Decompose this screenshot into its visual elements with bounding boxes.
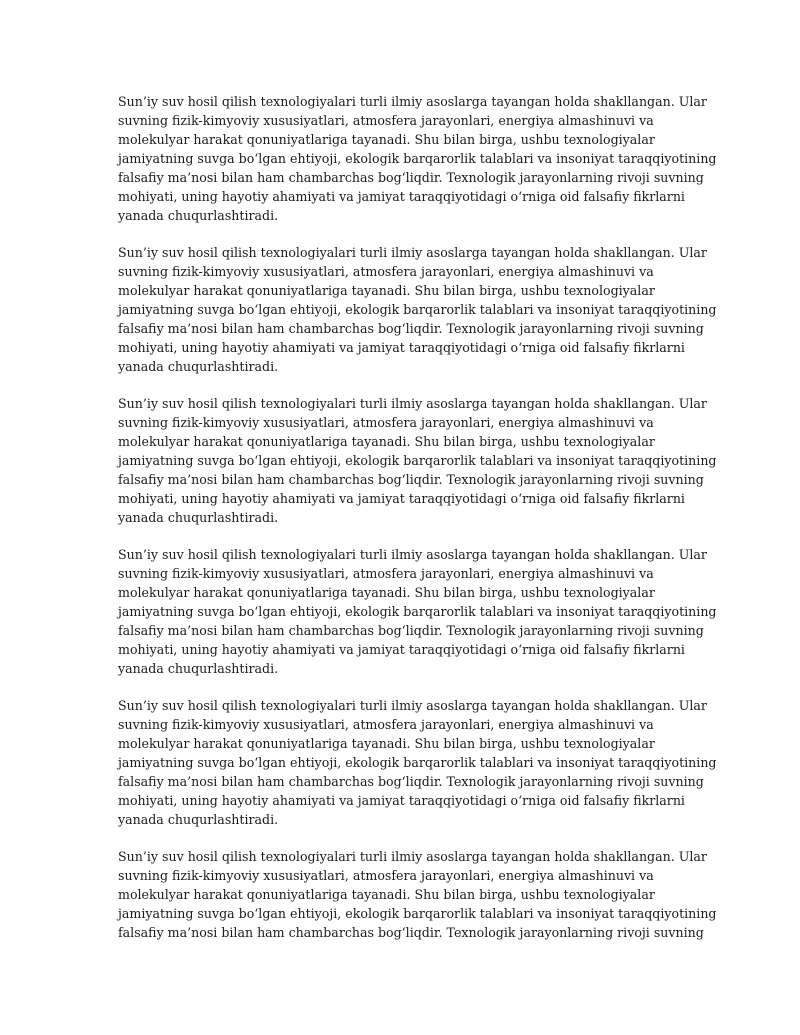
text-line: yanada chuqurlashtiradi. [118, 812, 279, 827]
text-line: jamiyatning suvga bo‘lgan ehtiyoji, ekologik barqarorlik talablari va insoniyat taraqqiyotining [118, 604, 717, 619]
text-line: falsafiy ma’nosi bilan ham chambarchas bog‘liqdir. Texnologik jarayonlarning rivoji suvning [118, 321, 704, 336]
text-line: molekulyar harakat qonuniyatlariga tayanadi. Shu bilan birga, ushbu texnologiyalar [118, 132, 655, 147]
text-line: yanada chuqurlashtiradi. [118, 359, 279, 374]
text-line: yanada chuqurlashtiradi. [118, 510, 279, 525]
paragraph-6 [118, 847, 717, 942]
text-line: yanada chuqurlashtiradi. [118, 661, 279, 676]
text-line: jamiyatning suvga bo‘lgan ehtiyoji, ekologik barqarorlik talablari va insoniyat taraqqiyotining [118, 151, 717, 166]
text-line: molekulyar harakat qonuniyatlariga tayanadi. Shu bilan birga, ushbu texnologiyalar [118, 585, 655, 600]
document-body [118, 92, 717, 960]
text-line: Sun’iy suv hosil qilish texnologiyalari turli ilmiy asoslarga tayangan holda shakllangan. Ular [118, 698, 707, 713]
text-line: suvning fizik-kimyoviy xususiyatlari, atmosfera jarayonlari, energiya almashinuvi va [118, 415, 654, 430]
text-line: mohiyati, uning hayotiy ahamiyati va jamiyat taraqqiyotidagi o‘rniga oid falsafiy fikrlarni [118, 642, 685, 657]
text-line: falsafiy ma’nosi bilan ham chambarchas bog‘liqdir. Texnologik jarayonlarning rivoji suvning [118, 774, 704, 789]
text-line: falsafiy ma’nosi bilan ham chambarchas bog‘liqdir. Texnologik jarayonlarning rivoji suvning [118, 170, 704, 185]
text-line: molekulyar harakat qonuniyatlariga tayanadi. Shu bilan birga, ushbu texnologiyalar [118, 887, 655, 902]
text-line: Sun’iy suv hosil qilish texnologiyalari turli ilmiy asoslarga tayangan holda shakllangan. Ular [118, 94, 707, 109]
text-line: suvning fizik-kimyoviy xususiyatlari, atmosfera jarayonlari, energiya almashinuvi va [118, 264, 654, 279]
paragraph-1 [118, 92, 717, 225]
text-line: suvning fizik-kimyoviy xususiyatlari, atmosfera jarayonlari, energiya almashinuvi va [118, 868, 654, 883]
text-line: molekulyar harakat qonuniyatlariga tayanadi. Shu bilan birga, ushbu texnologiyalar [118, 283, 655, 298]
text-line: Sun’iy suv hosil qilish texnologiyalari turli ilmiy asoslarga tayangan holda shakllangan. Ular [118, 396, 707, 411]
text-line: mohiyati, uning hayotiy ahamiyati va jamiyat taraqqiyotidagi o‘rniga oid falsafiy fikrlarni [118, 793, 685, 808]
text-line: jamiyatning suvga bo‘lgan ehtiyoji, ekologik barqarorlik talablari va insoniyat taraqqiyotining [118, 302, 717, 317]
text-line: mohiyati, uning hayotiy ahamiyati va jamiyat taraqqiyotidagi o‘rniga oid falsafiy fikrlarni [118, 189, 685, 204]
text-line: suvning fizik-kimyoviy xususiyatlari, atmosfera jarayonlari, energiya almashinuvi va [118, 113, 654, 128]
text-line: jamiyatning suvga bo‘lgan ehtiyoji, ekologik barqarorlik talablari va insoniyat taraqqiyotining [118, 906, 717, 921]
paragraph-5 [118, 696, 717, 829]
text-line: falsafiy ma’nosi bilan ham chambarchas bog‘liqdir. Texnologik jarayonlarning rivoji suvning [118, 472, 704, 487]
text-line: falsafiy ma’nosi bilan ham chambarchas bog‘liqdir. Texnologik jarayonlarning rivoji suvning [118, 623, 704, 638]
text-line: molekulyar harakat qonuniyatlariga tayanadi. Shu bilan birga, ushbu texnologiyalar [118, 434, 655, 449]
text-line: jamiyatning suvga bo‘lgan ehtiyoji, ekologik barqarorlik talablari va insoniyat taraqqiyotining [118, 453, 717, 468]
paragraph-2 [118, 243, 717, 376]
text-line: mohiyati, uning hayotiy ahamiyati va jamiyat taraqqiyotidagi o‘rniga oid falsafiy fikrlarni [118, 340, 685, 355]
text-line: Sun’iy suv hosil qilish texnologiyalari turli ilmiy asoslarga tayangan holda shakllangan. Ular [118, 849, 707, 864]
paragraph-4 [118, 545, 717, 678]
text-line: yanada chuqurlashtiradi. [118, 208, 279, 223]
text-line: jamiyatning suvga bo‘lgan ehtiyoji, ekologik barqarorlik talablari va insoniyat taraqqiyotining [118, 755, 717, 770]
text-line: Sun’iy suv hosil qilish texnologiyalari turli ilmiy asoslarga tayangan holda shakllangan. Ular [118, 245, 707, 260]
text-line: mohiyati, uning hayotiy ahamiyati va jamiyat taraqqiyotidagi o‘rniga oid falsafiy fikrlarni [118, 491, 685, 506]
text-line: falsafiy ma’nosi bilan ham chambarchas bog‘liqdir. Texnologik jarayonlarning rivoji suvning [118, 925, 704, 940]
text-line: suvning fizik-kimyoviy xususiyatlari, atmosfera jarayonlari, energiya almashinuvi va [118, 566, 654, 581]
text-line: suvning fizik-kimyoviy xususiyatlari, atmosfera jarayonlari, energiya almashinuvi va [118, 717, 654, 732]
text-line: molekulyar harakat qonuniyatlariga tayanadi. Shu bilan birga, ushbu texnologiyalar [118, 736, 655, 751]
paragraph-3 [118, 394, 717, 527]
text-line: Sun’iy suv hosil qilish texnologiyalari turli ilmiy asoslarga tayangan holda shakllangan. Ular [118, 547, 707, 562]
